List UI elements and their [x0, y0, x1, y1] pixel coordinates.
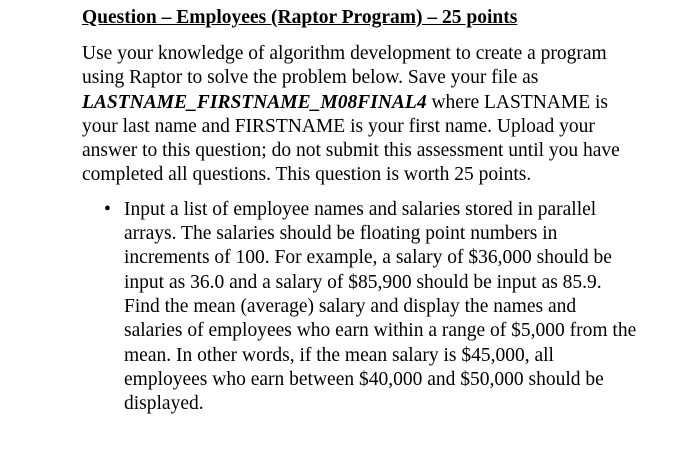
document — [82, 6, 642, 416]
question-title: Question – Employees (Raptor Program) – 25 points — [82, 7, 518, 28]
instructions-paragraph — [82, 42, 627, 188]
list-item — [82, 198, 639, 417]
bullet-icon: • — [104, 198, 111, 220]
instructions-text-before: Use your knowledge of algorithm development to create a program using Raptor to solve the problem below. Save your file as — [82, 43, 607, 89]
list-item-text: Input a list of employee names and salaries stored in parallel arrays. The salaries should be floating point numbers in increments of 100. For example, a salary of $36,000 should be input as 36.0 and a salary of $85,900 should be input as 85.9. Find the mean (average) salary and display the names and salaries of employees who earn within a range of $5,000 from the mean. In other words, if the mean salary is $45,000, all employees who earn between $40,000 and $50,000 should be displayed. — [124, 198, 637, 415]
requirements-list — [82, 198, 642, 417]
file-name: LASTNAME_FIRSTNAME_M08FINAL4 — [82, 91, 427, 113]
instructions-text-after: where LASTNAME is your last name and FIRSTNAME is your first name. Upload your answer to this question; do not submit this assessment until you have completed all questions. This question is worth 25 points. — [82, 91, 620, 186]
